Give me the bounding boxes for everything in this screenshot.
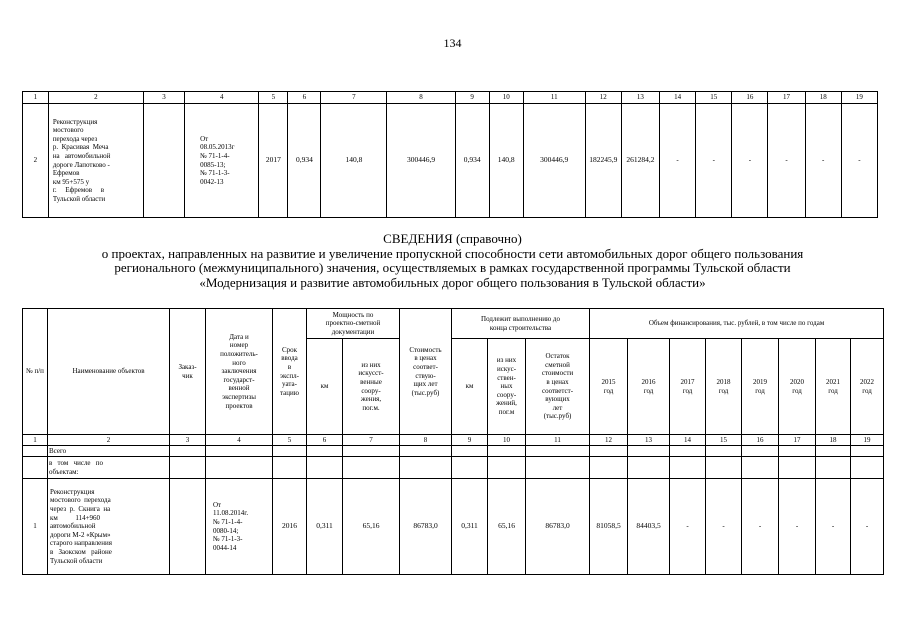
- cell-line: в: [287, 362, 292, 371]
- column-number: 11: [523, 92, 585, 104]
- cell-line: Тульской области: [52, 194, 106, 203]
- cell-line: соответ-: [413, 362, 438, 371]
- column-number: 10: [489, 92, 523, 104]
- cell-line: документации: [331, 327, 375, 336]
- column-number: 14: [670, 435, 706, 446]
- cell-line: на автомобильной: [52, 151, 111, 160]
- cell-line: искус-: [496, 365, 517, 374]
- cell-line: положитель-: [220, 350, 258, 359]
- cell-line: проектно-сметной: [325, 319, 381, 328]
- cell-line: Тульской области: [50, 556, 103, 565]
- total-row: [23, 446, 884, 457]
- empty-cell: [526, 457, 590, 479]
- empty-cell: [23, 457, 48, 479]
- cell-line: дороги М-2 «Крым»: [50, 530, 111, 539]
- row-label-line: объектам:: [49, 467, 79, 476]
- cell-line: 11.08.2014г.: [213, 509, 249, 518]
- cell-line: ствую-: [415, 371, 436, 380]
- row-label: [48, 457, 170, 479]
- cell-line: вующих: [545, 395, 570, 404]
- capacity-artificial: 65,16: [343, 479, 400, 575]
- title-line: регионального (межмуниципального) значения, осуществляемых в рамках государственной программы Тульской области: [114, 260, 791, 276]
- expertise-cell: [185, 104, 259, 218]
- column-number: 8: [400, 435, 452, 446]
- header-num: № п/п: [23, 309, 48, 435]
- cell-line: № 71-1-3-: [200, 169, 230, 178]
- header-year: 2017 год: [670, 339, 706, 435]
- remaining-cost: 86783,0: [526, 479, 590, 575]
- cell-line: Срок: [281, 345, 298, 354]
- financing-dash: -: [841, 104, 877, 218]
- cell-line: из них: [496, 356, 517, 365]
- cell-line: заключения: [221, 367, 257, 376]
- financing-2015: 182245,9: [585, 104, 621, 218]
- expertise-cell: [206, 479, 273, 575]
- cell-line: уата-: [282, 380, 297, 389]
- empty-cell: [273, 457, 307, 479]
- column-number: 19: [841, 92, 877, 104]
- empty-cell: [23, 446, 48, 457]
- cell-line: № 71-1-4-: [200, 151, 230, 160]
- cost: 86783,0: [400, 479, 452, 575]
- empty-cell: [343, 446, 400, 457]
- cell-line: сметной: [545, 360, 570, 369]
- cell-line: соответст-: [541, 386, 574, 395]
- cell-line: венной: [228, 384, 250, 393]
- column-number-row: [23, 435, 884, 446]
- commission-year: 2017: [259, 104, 288, 218]
- empty-cell: [816, 446, 851, 457]
- column-number: 9: [455, 92, 489, 104]
- empty-cell: [488, 457, 526, 479]
- cell-line: ных: [500, 382, 513, 391]
- cell-line: стоимости: [541, 369, 574, 378]
- cell-line: км 95+575 у: [52, 177, 90, 186]
- empty-cell: [307, 446, 343, 457]
- title-line: «Модернизация и развитие автомобильных дорог общего пользования в Тульской области»: [199, 274, 706, 290]
- cell-line: перехода через: [52, 134, 98, 143]
- including-row: [23, 457, 884, 479]
- cell-line: Ефремов: [52, 169, 80, 178]
- cell-line: чик: [182, 371, 193, 380]
- empty-cell: [670, 457, 706, 479]
- empty-cell: [851, 446, 884, 457]
- financing-dash: -: [779, 479, 816, 575]
- cell-line: соору-: [496, 390, 517, 399]
- column-number: 6: [307, 435, 343, 446]
- column-number: 18: [805, 92, 841, 104]
- cell-line: № 71-1-4-: [213, 517, 243, 526]
- continuation-table: [22, 91, 878, 218]
- financing-dash: -: [805, 104, 841, 218]
- empty-cell: [816, 457, 851, 479]
- empty-cell: [170, 446, 206, 457]
- empty-cell: [206, 446, 273, 457]
- financing-2015: 81058,5: [590, 479, 628, 575]
- empty-cell: [742, 446, 779, 457]
- cell-line: мостового перехода: [50, 496, 111, 505]
- cost: 300446,9: [387, 104, 455, 218]
- column-number: 8: [387, 92, 455, 104]
- cell-line: 08.05.2013г: [200, 143, 235, 152]
- header-year: 2020 год: [779, 339, 816, 435]
- cell-line: От: [213, 500, 222, 509]
- header-km2: км: [452, 339, 488, 435]
- header-artificial2: [488, 339, 526, 435]
- cell-line: венные: [360, 377, 382, 386]
- empty-cell: [670, 446, 706, 457]
- financing-dash: -: [742, 479, 779, 575]
- column-number: 13: [621, 92, 659, 104]
- column-number: 12: [585, 92, 621, 104]
- customer-cell: [170, 479, 206, 575]
- header-km: км: [307, 339, 343, 435]
- empty-cell: [706, 446, 742, 457]
- remaining-km: 0,934: [455, 104, 489, 218]
- empty-cell: [779, 446, 816, 457]
- title-heading: СВЕДЕНИЯ (справочно): [383, 231, 522, 246]
- empty-cell: [273, 446, 307, 457]
- remaining-km: 0,311: [452, 479, 488, 575]
- empty-cell: [851, 457, 884, 479]
- commission-year: 2016: [273, 479, 307, 575]
- empty-cell: [706, 457, 742, 479]
- header-financing: Объем финансирования, тыс. рублей, в том числе по годам: [590, 309, 884, 339]
- capacity-artificial: 140,8: [321, 104, 387, 218]
- cell-line: г. Ефремов в: [52, 186, 105, 195]
- remaining-cost: 300446,9: [523, 104, 585, 218]
- cell-line: конца строительства: [489, 323, 552, 332]
- financing-dash: -: [696, 104, 732, 218]
- header-year: 2021 год: [816, 339, 851, 435]
- column-number: 4: [206, 435, 273, 446]
- column-number: 17: [779, 435, 816, 446]
- projects-table: [22, 308, 884, 575]
- empty-cell: [628, 446, 670, 457]
- capacity-km: 0,311: [307, 479, 343, 575]
- cell-line: Подлежит выполнению до: [481, 314, 560, 323]
- cell-line: 0044-14: [213, 543, 237, 552]
- empty-cell: [526, 446, 590, 457]
- column-number: 15: [696, 92, 732, 104]
- column-number: 11: [526, 435, 590, 446]
- row-label-line: в том числе по: [49, 458, 104, 467]
- cell-line: км 114+960: [50, 513, 101, 522]
- column-number: 4: [185, 92, 259, 104]
- table-row: [23, 104, 878, 218]
- cell-line: ввода: [281, 354, 298, 363]
- cell-line: 0042-13: [200, 177, 224, 186]
- column-number: 13: [628, 435, 670, 446]
- financing-2016: 261284,2: [621, 104, 659, 218]
- page-number: 134: [443, 36, 462, 50]
- financing-dash: -: [816, 479, 851, 575]
- column-number: 16: [732, 92, 768, 104]
- column-number: 17: [768, 92, 805, 104]
- header-remaining: [526, 339, 590, 435]
- empty-cell: [400, 446, 452, 457]
- cell-line: пог.м.: [362, 403, 380, 412]
- column-number: 10: [488, 435, 526, 446]
- object-name: [48, 479, 170, 575]
- financing-dash: -: [851, 479, 884, 575]
- cell-line: соору-: [361, 386, 381, 395]
- cell-line: лет: [552, 403, 563, 412]
- financing-dash: -: [660, 104, 696, 218]
- cell-line: из них: [361, 360, 381, 369]
- header-term: [273, 309, 307, 435]
- row-label: [48, 446, 170, 457]
- section-title: [0, 232, 905, 290]
- cell-line: в ценах: [546, 377, 569, 386]
- column-number: 2: [48, 92, 143, 104]
- column-number-row: [23, 92, 878, 104]
- cell-line: тацию: [280, 388, 299, 397]
- column-number: 14: [660, 92, 696, 104]
- cell-line: через р. Скнига на: [50, 505, 111, 514]
- empty-cell: [206, 457, 273, 479]
- cell-line: (тыс.руб): [411, 388, 440, 397]
- cell-line: пог.м: [498, 407, 515, 416]
- capacity-km: 0,934: [288, 104, 321, 218]
- empty-cell: [343, 457, 400, 479]
- empty-cell: [452, 457, 488, 479]
- cell-line: Реконструкция: [52, 117, 98, 126]
- financing-dash: -: [706, 479, 742, 575]
- column-number: 18: [816, 435, 851, 446]
- column-number: 3: [170, 435, 206, 446]
- column-number: 19: [851, 435, 884, 446]
- cell-line: От: [200, 134, 209, 143]
- table-row: [23, 479, 884, 575]
- header-to-complete: [452, 309, 590, 339]
- cell-line: р. Красивая Меча: [52, 143, 109, 152]
- object-name: [48, 104, 143, 218]
- financing-dash: -: [732, 104, 768, 218]
- cell-line: ного: [232, 358, 246, 367]
- column-number: 16: [742, 435, 779, 446]
- cell-line: (тыс.руб): [543, 412, 572, 421]
- column-number: 12: [590, 435, 628, 446]
- row-number: 1: [23, 479, 48, 575]
- header-cost: [400, 309, 452, 435]
- header-customer: [170, 309, 206, 435]
- header-year: 2015 год: [590, 339, 628, 435]
- cell-line: государст-: [223, 375, 255, 384]
- cell-line: дороге Лапотково -: [52, 160, 110, 169]
- empty-cell: [400, 457, 452, 479]
- remaining-artificial: 65,16: [488, 479, 526, 575]
- column-number: 5: [273, 435, 307, 446]
- empty-cell: [488, 446, 526, 457]
- cell-line: 0080-14;: [213, 526, 239, 535]
- cell-line: экспертизы: [222, 392, 256, 401]
- column-number: 6: [288, 92, 321, 104]
- cell-line: Мощность по: [332, 310, 374, 319]
- cell-line: мостового: [52, 126, 84, 135]
- cell-line: в Заокском районе: [50, 547, 112, 556]
- empty-cell: [742, 457, 779, 479]
- cell-line: Реконструкция: [50, 487, 95, 496]
- column-number: 5: [259, 92, 288, 104]
- header-year: 2019 год: [742, 339, 779, 435]
- empty-cell: [779, 457, 816, 479]
- cell-line: 0085-13;: [200, 160, 226, 169]
- header-year: 2018 год: [706, 339, 742, 435]
- cell-line: Стоимость: [409, 345, 442, 354]
- header-artificial: [343, 339, 400, 435]
- row-label-line: Всего: [49, 446, 67, 455]
- column-number: 1: [23, 435, 48, 446]
- empty-cell: [170, 457, 206, 479]
- cell-line: № 71-1-3-: [213, 535, 243, 544]
- cell-line: автомобильной: [50, 522, 96, 531]
- header-name: Наименование объектов: [48, 309, 170, 435]
- empty-cell: [590, 446, 628, 457]
- empty-cell: [307, 457, 343, 479]
- cell-line: жения,: [360, 395, 382, 404]
- financing-dash: -: [670, 479, 706, 575]
- column-number: 7: [343, 435, 400, 446]
- cell-line: Остаток: [545, 352, 570, 361]
- financing-dash: -: [768, 104, 805, 218]
- empty-cell: [590, 457, 628, 479]
- empty-cell: [628, 457, 670, 479]
- title-line: о проектах, направленных на развитие и увеличение пропускной способности сети автомобильных дорог общего пользования: [101, 245, 804, 261]
- header-capacity: [307, 309, 400, 339]
- column-number: 3: [143, 92, 184, 104]
- column-number: 2: [48, 435, 170, 446]
- cell-line: Дата и: [229, 332, 249, 341]
- cell-line: экспл-: [280, 371, 299, 380]
- header-year: 2016 год: [628, 339, 670, 435]
- header-expertise: [206, 309, 273, 435]
- cell-line: номер: [229, 341, 249, 350]
- cell-line: проектов: [225, 401, 253, 410]
- empty-cell: [452, 446, 488, 457]
- remaining-artificial: 140,8: [489, 104, 523, 218]
- cell-line: щих лет: [413, 380, 438, 389]
- column-number: 15: [706, 435, 742, 446]
- cell-line: старого направления: [50, 539, 112, 548]
- column-number: 9: [452, 435, 488, 446]
- cell-line: жений,: [496, 399, 517, 408]
- customer-cell: [143, 104, 184, 218]
- cell-line: ствен-: [497, 373, 516, 382]
- row-number: 2: [23, 104, 49, 218]
- column-number: 7: [321, 92, 387, 104]
- cell-line: искусст-: [358, 369, 384, 378]
- column-number: 1: [23, 92, 49, 104]
- financing-2016: 84403,5: [628, 479, 670, 575]
- cell-line: в ценах: [414, 354, 437, 363]
- cell-line: Заказ-: [178, 362, 197, 371]
- header-year: 2022 год: [851, 339, 884, 435]
